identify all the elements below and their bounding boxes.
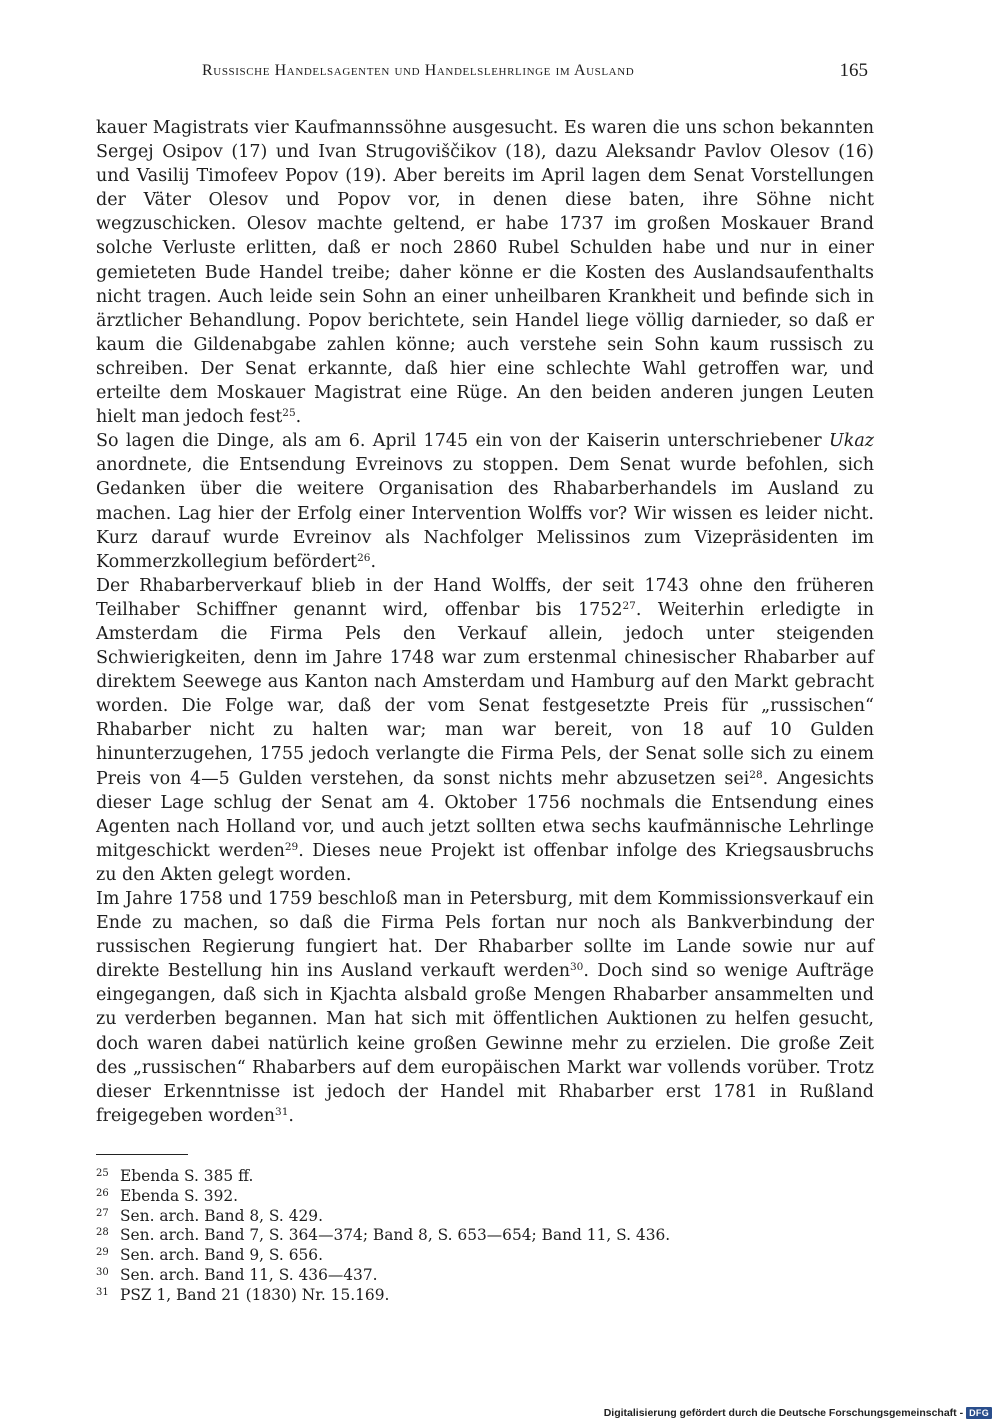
footnote-item: 30 Sen. arch. Band 11, S. 436—437. [96,1265,378,1284]
footnote-text: PSZ 1, Band 21 (1830) Nr. 15.169. [120,1285,390,1304]
emphasized-text: Ukaz [828,431,874,452]
footnote-text: Sen. arch. Band 7, S. 364—374; Band 8, S. 653—654; Band 11, S. 436. [120,1226,671,1245]
book-page [96,58,874,1306]
footnote-reference: 29 [284,840,299,853]
footnote-item: 25 Ebenda S. 385 ff. [96,1166,254,1185]
paragraph-text: kauer Magistrats vier Kaufmannssöhne ausgesucht. Es waren die uns schon bekannten Sergej Osipov (17) und Ivan Strugoviščikov (18), dazu Aleksandr Pavlov Olesov (16) und Vasilij Timofeev Popov (19). Aber bereits im April lagen dem Senat Vorstellungen der Väter Olesov und Popov vor, in denen diese baten, ihre Söhne nicht wegzuschicken. Olesov machte geltend, er habe 1737 im großen Moskauer Brand solche Verluste erlitten, daß er noch 2860 Rubel Schulden habe und nur in einer gemieteten Bude Handel treibe; daher könne er die Kosten des Auslandsaufenthalts nicht tragen. Auch leide sein Sohn an einer unheilbaren Krankheit und befinde sich in ärztlicher Behandlung. Popov berichtete, sein Handel liege völlig darnieder, so daß er kaum die Gildenabgabe zahlen könne; auch verstehe sein Sohn kaum russisch zu schreiben. Der Senat erkannte, daß hier eine schlechte Wahl getroffen war, und erteilte dem Moskauer Magistrat eine Rüge. An den beiden anderen jungen Leuten hielt man jedoch fest [96,118,874,428]
footnote-item: 29 Sen. arch. Band 9, S. 656. [96,1246,323,1265]
footnote-reference: 28 [749,768,763,781]
footnote-divider [96,1154,188,1155]
footnote-reference: 26 [357,551,371,564]
footnote-reference: 27 [622,599,636,612]
footnote-text: Sen. arch. Band 8, S. 429. [120,1206,323,1225]
footnote-reference: 25 [282,407,296,420]
dfg-logo-icon: DFG [966,1407,992,1419]
footnote-item: 31 PSZ 1, Band 21 (1830) Nr. 15.169. [96,1285,390,1304]
paragraph-text: . Weiterhin erledigte in Amsterdam die Firma Pels den Verkauf allein, jedoch unter steigenden Schwierigkeiten, denn im Jahre 1748 war zum erstenmal chinesischer Rhabarber auf direktem Seewege aus Kanton nach Amsterdam und Hamburg auf den Markt gebracht worden. Die Folge war, daß der vom Senat festgesetzte Preis für „russischen“ Rhabarber nicht zu halten war; man war bereit, von 18 auf 10 Gulden hinunterzugehen, 1755 jedoch verlangte die Firma Pels, der Senat solle sich zu einem Preis von 4—5 Gulden verstehen, da sonst nichts mehr abzusetzen sei [96,599,874,789]
paragraph-text: . [288,1105,294,1126]
footnote-text: Sen. arch. Band 9, S. 656. [120,1246,323,1265]
digitization-credit [604,1407,992,1419]
footnote-item: 27 Sen. arch. Band 8, S. 429. [96,1206,323,1225]
paragraph [96,574,874,887]
credit-text: Digitalisierung gefördert durch die Deutsche Forschungsgemeinschaft - [603,1407,964,1419]
paragraph-text: . Dieses neue Projekt ist offenbar infolge des Kriegsausbruchs zu den Akten gelegt worden. [96,840,874,885]
paragraph-text: . Angesichts dieser Lage schlug der Senat am 4. Oktober 1756 nochmals die Entsendung eines Agenten nach Holland vor, und auch jetzt sollten etwa sechs kaufmännische Lehrlinge mitgeschickt werden [96,768,874,861]
paragraph-text: Im Jahre 1758 und 1759 beschloß man in Petersburg, mit dem Kommissionsverkauf ein Ende zu machen, so daß die Firma Pels fortan nur noch als Bankverbindung der russischen Regierung fungiert hat. Der Rhabarber sollte im Lande sowie nur auf direkte Bestellung hin ins Ausland verkauft werden [96,889,874,982]
footnote-reference: 30 [569,961,584,974]
footnote-item: 26 Ebenda S. 392. [96,1186,239,1205]
paragraph-text: So lagen die Dinge, als am 6. April 1745 ein von der Kaiserin unterschriebener [96,431,829,452]
footnote-reference: 31 [275,1105,289,1118]
paragraph-text: . [295,407,302,428]
running-title: Russische Handelsagenten und Handelslehrlinge im Ausland [202,62,635,79]
footnote-text: Ebenda S. 385 ff. [120,1166,254,1185]
footnote-item: 28 Sen. arch. Band 7, S. 364—374; Band 8, S. 653—654; Band 11, S. 436. [96,1226,671,1245]
paragraph [96,429,874,574]
footnotes-list [96,1167,874,1306]
paragraph [96,887,874,1128]
running-header [96,58,874,88]
footnote-text: Ebenda S. 392. [120,1186,239,1205]
paragraph-text: Der Rhabarberverkauf blieb in der Hand Wolffs, der seit 1743 ohne den früheren Teilhaber Schiffner genannt wird, offenbar bis 1752 [96,575,874,620]
paragraph-text: . [370,551,377,572]
paragraph-text: . Doch sind so wenige Aufträge eingegangen, daß sich in Kjachta alsbald große Mengen Rhabarber ansammelten und zu verderben begannen. Man hat sich mit öffentlichen Auktionen zu helfen gesucht, doch waren dabei natürlich keine großen Gewinne mehr zu erzielen. Die große Zeit des „russischen“ Rhabarbers auf dem europäischen Markt war vollends vorüber. Trotz dieser Erkenntnisse ist jedoch der Handel mit Rhabarber erst 1781 in Rußland freigegeben worden [96,961,874,1126]
body-text [96,116,874,1128]
paragraph [96,116,874,429]
footnote-text: Sen. arch. Band 11, S. 436—437. [120,1265,378,1284]
page-number: 165 [839,60,868,81]
paragraph-text: anordnete, die Entsendung Evreinovs zu stoppen. Dem Senat wurde befohlen, sich Gedanken über die weitere Organisation des Rhabarberhandels im Ausland zu machen. Lag hier der Erfolg einer Intervention Wolffs vor? Wir wissen es leider nicht. Kurz darauf wurde Evreinov als Nachfolger Melissinos zum Vizepräsidenten im Kommerzkollegium befördert [96,455,874,572]
